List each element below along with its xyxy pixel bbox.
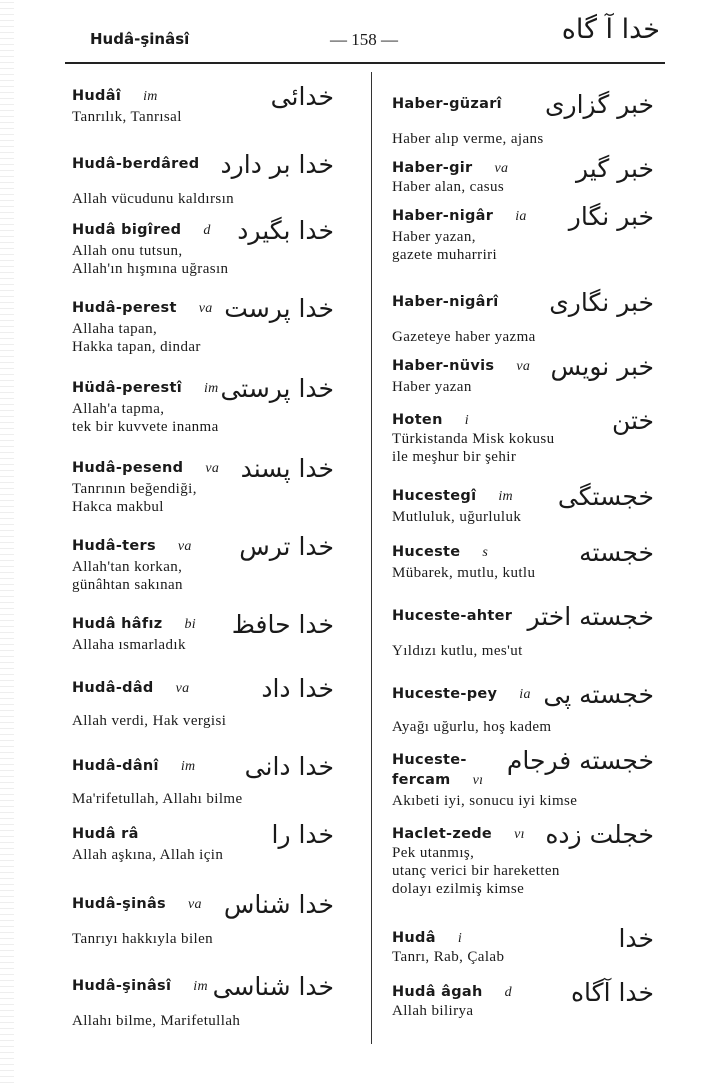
entry-definition: Akıbeti iyi, sonucu iyi kimse <box>392 793 578 809</box>
entry-pos: va <box>516 359 531 374</box>
entry-definition: Allah'tan korkan, <box>72 559 183 575</box>
entry-definition: Allah verdi, Hak vergisi <box>72 713 227 729</box>
entry-arabic: خدا <box>618 924 654 953</box>
entry-definition: dolayı ezilmiş kimse <box>392 881 525 897</box>
entry-arabic: خبر نویس <box>550 352 654 381</box>
entry-pos: vı <box>514 827 525 842</box>
entry-arabic: خدا داد <box>261 674 334 703</box>
entry-lemma: Hudâ-dâd <box>72 680 154 696</box>
entry-pos: d <box>504 985 512 1000</box>
scan-edge <box>0 0 14 1083</box>
entry-arabic: خجسته پی <box>543 680 654 709</box>
entry-lemma: Hucestegî <box>392 488 477 504</box>
entry-arabic: خدا بگیرد <box>237 216 334 245</box>
entry-pos: im <box>193 979 208 994</box>
entry-definition: Yıldızı kutlu, mes'ut <box>392 643 523 659</box>
entry-lemma: Haber-gir <box>392 160 473 176</box>
entry-lemma: Hudâ bigîred <box>72 222 182 238</box>
entry-lemma: Hudâ-ters <box>72 538 156 554</box>
entry-lemma: Hoten <box>392 412 443 428</box>
entry-pos: i <box>457 931 463 946</box>
entry-arabic: خدا شناس <box>223 890 334 919</box>
entry-pos: s <box>482 545 489 560</box>
column-divider <box>371 72 372 1044</box>
entry-arabic: خدا پرستی <box>220 374 334 403</box>
entry-lemma-continued: fercam <box>392 772 451 788</box>
page-number: — 158 — <box>330 30 398 49</box>
entry-arabic: خجستگی <box>557 482 654 511</box>
entry-definition: Haber yazan <box>392 379 472 395</box>
entry-definition: Allah aşkına, Allah için <box>72 847 224 863</box>
entry-definition: Gazeteye haber yazma <box>392 329 536 345</box>
entry-arabic: ختن <box>611 406 654 435</box>
entry-lemma: Hudâ âgah <box>392 984 483 1000</box>
entry-lemma: Haber-nigârî <box>392 294 499 310</box>
entry-pos: va <box>494 161 509 176</box>
entry-lemma: Haber-nigâr <box>392 208 494 224</box>
entry-pos: vı <box>472 773 484 788</box>
entry-pos: i <box>464 413 469 428</box>
entry-lemma: Haber-nüvis <box>392 358 495 374</box>
entry-definition: Ma'rifetullah, Allahı bilme <box>72 791 243 807</box>
entry-lemma: Haber-güzarî <box>392 96 502 112</box>
entry-definition: Allah vücudunu kaldırsın <box>72 191 235 207</box>
entry-definition: Pek utanmış, <box>392 845 475 861</box>
entry-lemma: Hudâ-şinâsî <box>72 978 172 994</box>
entry-arabic: خجسته فرجام <box>506 746 654 775</box>
entry-arabic: خدا آگاه <box>570 978 654 1007</box>
entry-arabic: خبر گیر <box>576 154 654 183</box>
entry-arabic: خدا دانی <box>244 752 334 781</box>
entry-lemma: Haclet-zede <box>392 826 493 842</box>
entry-arabic: خبر نگار <box>568 202 654 231</box>
header-rule <box>65 62 665 64</box>
entry-definition: Haber alan, casus <box>392 179 505 195</box>
entry-definition: Tanrılık, Tanrısal <box>72 109 182 125</box>
entry-definition: Allah'a tapma, <box>72 401 165 417</box>
entry-pos: va <box>177 539 192 554</box>
entry-pos: d <box>203 223 211 238</box>
entry-definition: Allaha tapan, <box>72 321 158 337</box>
entry-definition: ile meşhur bir şehir <box>392 449 517 465</box>
entry-lemma: Hudâî <box>72 88 122 104</box>
entry-definition: Mübarek, mutlu, kutlu <box>392 565 536 581</box>
entry-pos: bi <box>184 617 196 632</box>
entry-definition: Türkistanda Misk kokusu <box>392 431 555 447</box>
entry-pos: im <box>203 381 219 396</box>
entry-arabic: خجسته اختر <box>527 602 654 631</box>
entry-arabic: خدا را <box>271 820 334 849</box>
entry-definition: tek bir kuvvete inanma <box>72 419 219 435</box>
entry-lemma: Hüdâ-perestî <box>72 380 182 396</box>
entry-definition: Tanrının beğendiği, <box>72 481 197 497</box>
entry-arabic: خدا حافظ <box>231 610 334 639</box>
entry-definition: Allah'ın hışmına uğrasın <box>72 261 229 277</box>
entry-pos: im <box>498 489 513 504</box>
entry-arabic: خبر گزاری <box>544 90 654 119</box>
entry-lemma: Hudâ hâfız <box>72 616 163 632</box>
page-header <box>0 0 719 60</box>
entry-arabic: خجسته <box>579 538 654 567</box>
entry-definition: Ayağı uğurlu, hoş kadem <box>392 719 552 735</box>
entry-pos: im <box>143 89 158 104</box>
entry-definition: Tanrı, Rab, Çalab <box>392 949 505 965</box>
entry-pos: ia <box>519 687 531 702</box>
entry-definition: Haber yazan, <box>392 229 476 245</box>
running-head: Hudâ-şinâsî <box>90 30 190 48</box>
entry-lemma: Huceste <box>392 544 461 560</box>
entry-lemma: Hudâ <box>392 930 436 946</box>
entry-definition: Tanrıyı hakkıyla bilen <box>72 931 214 947</box>
entry-lemma: Huceste- <box>392 752 467 768</box>
entry-lemma: Hudâ râ <box>72 826 139 842</box>
entry-definition: Haber alıp verme, ajans <box>392 131 544 147</box>
entry-arabic: خبر نگاری <box>549 288 654 317</box>
entry-arabic: خدا بر دارد <box>220 150 334 179</box>
entry-pos: va <box>205 461 220 476</box>
entry-lemma: Hudâ-pesend <box>72 460 184 476</box>
entry-definition: günâhtan sakınan <box>72 577 183 593</box>
entry-pos: va <box>198 301 213 316</box>
entry-definition: Hakka tapan, dindar <box>72 339 201 355</box>
running-head-arabic: خدا آ گاه <box>561 14 660 45</box>
entry-definition: Allah onu tutsun, <box>72 243 183 259</box>
entry-definition: Hakca makbul <box>72 499 164 515</box>
entry-arabic: خدا پرست <box>224 294 334 323</box>
entry-definition: utanç verici bir hareketten <box>392 863 560 879</box>
entry-lemma: Hudâ-perest <box>72 300 177 316</box>
entry-arabic: خدا شناسی <box>212 972 334 1001</box>
entry-lemma: Hudâ-dânî <box>72 758 159 774</box>
entry-definition: Mutluluk, uğurluluk <box>392 509 522 525</box>
entry-arabic: خدا پسند <box>240 454 334 483</box>
entry-pos: va <box>175 681 190 696</box>
entry-arabic: خدا ترس <box>239 532 334 561</box>
entry-pos: va <box>187 897 202 912</box>
entry-definition: gazete muharriri <box>392 247 498 263</box>
entry-lemma: Hudâ-berdâred <box>72 156 200 172</box>
entry-pos: im <box>180 759 196 774</box>
entry-lemma: Huceste-ahter <box>392 608 513 624</box>
entry-definition: Allah bilirya <box>392 1003 474 1019</box>
entry-pos: ia <box>515 209 527 224</box>
entry-lemma: Huceste-pey <box>392 686 498 702</box>
entry-arabic: خدائی <box>270 82 334 111</box>
entry-definition: Allahı bilme, Marifetullah <box>72 1013 241 1029</box>
entry-lemma: Hudâ-şinâs <box>72 896 166 912</box>
entry-arabic: خجلت زده <box>545 820 654 849</box>
entry-definition: Allaha ısmarladık <box>72 637 186 653</box>
